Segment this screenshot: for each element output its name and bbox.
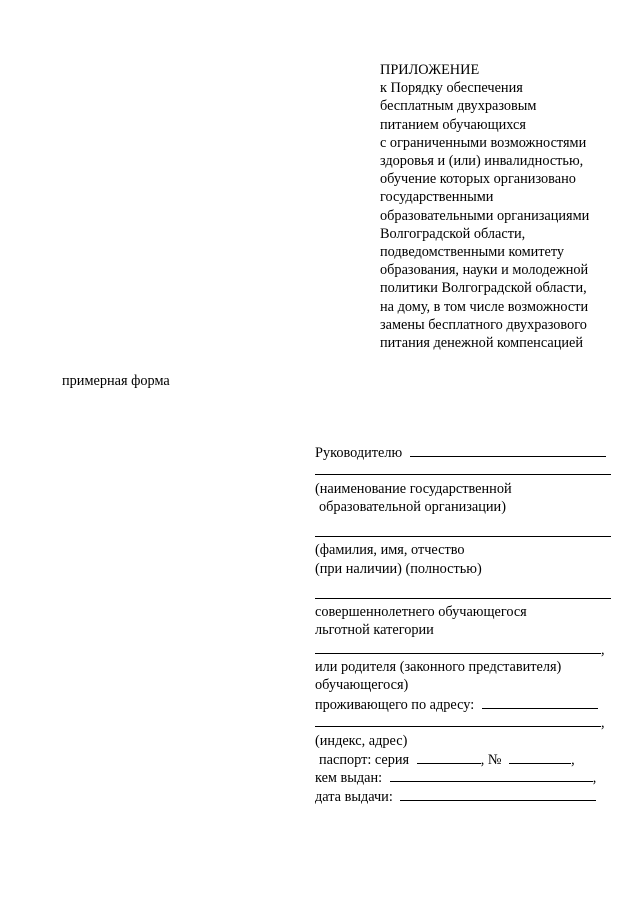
address-label: проживающего по адресу: [315,696,475,713]
appendix-line: с ограниченными возможностями [380,134,587,151]
appendix-line: политики Волгоградской области, [380,280,587,297]
appendix-line: подведомственными комитету [380,244,565,261]
issue-date-field[interactable] [400,787,596,801]
appendix-line: замены бесплатного двухразового [380,316,587,333]
appendix-line: на дому, в том числе возможности [380,298,589,315]
comma: , [571,752,575,769]
appendix-line: обучение которых организовано [380,171,576,188]
passport-number-field[interactable] [509,750,571,764]
appendix-line: образования, науки и молодежной [380,262,589,279]
student-caption-1: совершеннолетнего обучающегося [315,603,527,620]
parent-caption-2: обучающегося) [315,677,409,694]
comma: , [601,641,605,658]
appendix-title: ПРИЛОЖЕНИЕ [380,62,480,78]
passport-row [315,750,615,768]
head-row [315,443,615,461]
issued-by-row [315,768,615,786]
appendix-line: к Порядку обеспечения [380,80,523,97]
org-field-row [315,461,615,479]
comma: , [592,770,597,787]
appendix-line: питанием обучающихся [380,116,526,133]
passport-label: паспорт: серия [319,752,410,769]
appendix-line: образовательными организациями [380,207,590,224]
comma: , [601,715,605,732]
issued-by-label: кем выдан: [315,770,383,787]
student-name-field[interactable] [315,585,611,599]
appendix-line: Волгоградской области, [380,225,526,242]
sample-form-label: примерная форма [62,373,170,389]
application-header-form [315,443,615,805]
address-continued-row [315,713,615,731]
head-label: Руководителю [315,445,403,461]
passport-series-field[interactable] [417,750,481,764]
fullname-field-row [315,523,615,541]
head-name-field[interactable] [410,443,606,457]
issue-date-row [315,787,615,805]
appendix-line: питания денежной компенсацией [380,335,583,352]
org-caption-2: образовательной организации) [319,499,506,516]
issue-date-label: дата выдачи: [315,788,393,805]
org-name-field[interactable] [315,461,611,475]
name-caption-1: (фамилия, имя, отчество [315,542,465,559]
student-field-row [315,585,615,603]
appendix-line: государственными [380,189,494,206]
address-field[interactable] [482,695,598,709]
issued-by-field[interactable] [390,768,593,782]
appendix-line: бесплатным двухразовым [380,98,537,115]
appendix-header [380,61,635,352]
address-continued-field[interactable] [315,713,601,727]
passport-number-sign: , № [480,752,502,769]
appendix-line: здоровья и (или) инвалидностью, [380,153,584,170]
fullname-field[interactable] [315,523,611,537]
org-caption-1: (наименование государственной [315,480,512,497]
parent-field-row [315,640,615,658]
address-row [315,695,615,713]
address-caption: (индекс, адрес) [315,732,408,749]
parent-caption-1: или родителя (законного представителя) [315,659,562,676]
name-caption-2: (при наличии) (полностью) [315,560,482,577]
parent-name-field[interactable] [315,640,601,654]
student-caption-2: льготной категории [315,622,434,639]
